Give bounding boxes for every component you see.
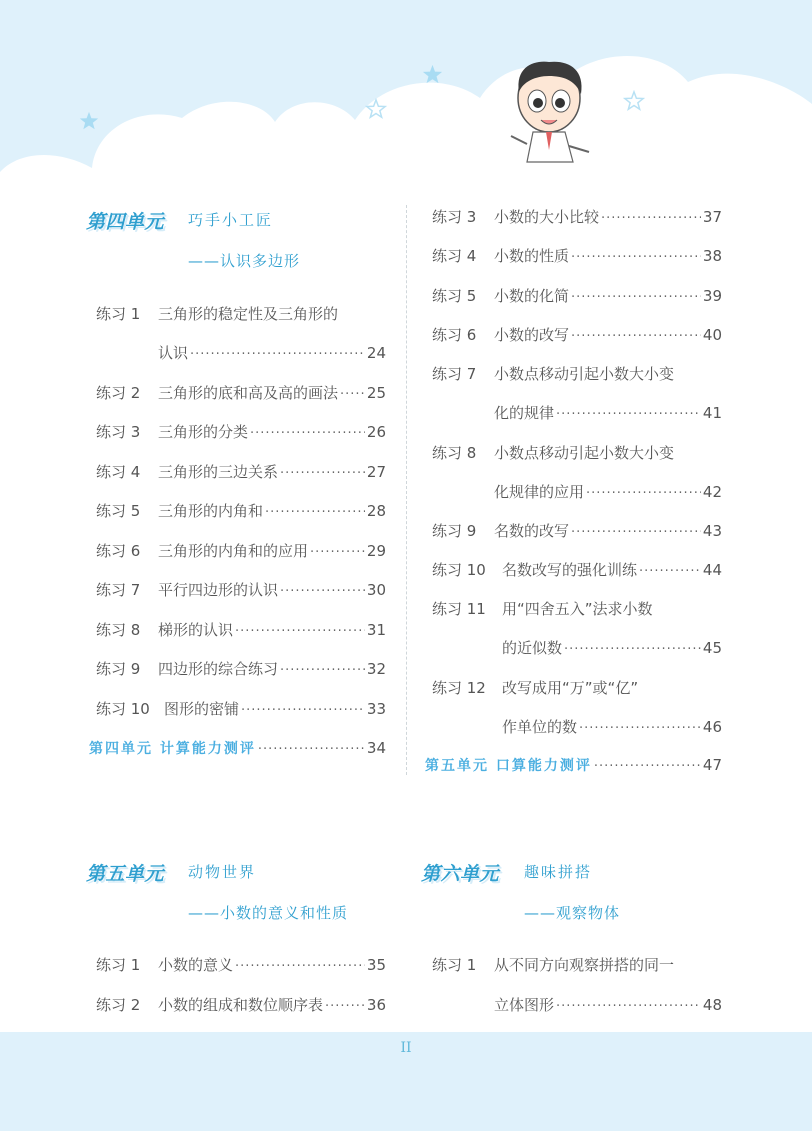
toc-entry-continuation[interactable] — [502, 716, 722, 738]
exercise-title: 立体图形 — [494, 996, 555, 1014]
unit-subtitle: ——认识多边形 — [188, 252, 301, 270]
dot-leader — [190, 347, 365, 362]
toc-entry-continuation[interactable] — [494, 402, 722, 424]
dot-leader — [556, 407, 701, 422]
unit-test-entry[interactable] — [425, 755, 722, 777]
page-ref: 43 — [702, 522, 722, 540]
exercise-label: 练习 1 — [96, 305, 141, 323]
exercise-label: 练习 10 — [432, 561, 486, 579]
toc-entry[interactable] — [432, 245, 722, 267]
dot-leader — [579, 721, 701, 736]
page-ref: 40 — [702, 326, 722, 344]
unit-topic: 趣味拼搭 — [524, 863, 593, 881]
exercise-title: 三角形的三边关系 — [158, 463, 279, 481]
dot-leader — [241, 703, 365, 718]
page-ref: 24 — [366, 344, 386, 362]
dot-leader — [571, 250, 701, 265]
exercise-title: 小数的意义 — [158, 956, 234, 974]
exercise-title: 作单位的数 — [502, 718, 578, 736]
exercise-label: 练习 3 — [432, 208, 477, 226]
column-divider — [406, 205, 407, 775]
exercise-label: 练习 8 — [432, 444, 477, 462]
exercise-title: 平行四边形的认识 — [158, 581, 279, 599]
exercise-title: 化规律的应用 — [494, 483, 585, 501]
toc-entry-continuation[interactable] — [502, 637, 722, 659]
toc-entry[interactable] — [432, 324, 722, 346]
exercise-title: 图形的密铺 — [164, 700, 240, 718]
exercise-title: 化的规律 — [494, 404, 555, 422]
page-ref: 25 — [366, 384, 386, 402]
page-ref: 35 — [366, 956, 386, 974]
dot-leader — [280, 663, 365, 678]
dot-leader — [265, 505, 365, 520]
page-ref: 37 — [702, 208, 722, 226]
dot-leader — [250, 426, 365, 441]
page-ref: 32 — [366, 660, 386, 678]
star-outline-icon — [365, 98, 387, 120]
exercise-title: 小数的大小比较 — [494, 208, 600, 226]
exercise-label: 练习 10 — [96, 700, 150, 718]
mascot-boy-illustration — [505, 58, 600, 166]
toc-entry-continuation[interactable] — [494, 994, 722, 1016]
exercise-title: 三角形的底和高及高的画法 — [158, 384, 339, 402]
exercise-label: 练习 6 — [432, 326, 477, 344]
toc-entry[interactable] — [96, 421, 386, 443]
exercise-title: 小数的组成和数位顺序表 — [158, 996, 324, 1014]
cloud-banner — [0, 0, 812, 230]
exercise-label: 练习 2 — [96, 384, 141, 402]
toc-entry[interactable] — [432, 363, 722, 385]
toc-entry[interactable] — [432, 954, 722, 976]
exercise-title: 三角形的分类 — [158, 423, 249, 441]
exercise-label: 练习 2 — [96, 996, 141, 1014]
page-ref: 38 — [702, 247, 722, 265]
dot-leader — [564, 642, 701, 657]
page-ref: 46 — [702, 718, 722, 736]
exercise-title: 四边形的综合练习 — [158, 660, 279, 678]
dot-leader — [601, 211, 701, 226]
unit-title: 第六单元 — [421, 863, 500, 885]
unit-subtitle: ——观察物体 — [524, 904, 621, 922]
dot-leader — [280, 584, 365, 599]
page-ref: 27 — [366, 463, 386, 481]
toc-entry[interactable] — [432, 677, 722, 699]
exercise-title: 小数点移动引起小数大小变 — [494, 444, 675, 462]
unit-topic: 动物世界 — [188, 863, 257, 881]
star-icon — [421, 63, 444, 86]
toc-entry[interactable] — [96, 500, 386, 522]
star-outline-icon — [623, 90, 645, 112]
exercise-label: 练习 11 — [432, 600, 486, 618]
dot-leader — [310, 545, 365, 560]
exercise-title: 梯形的认识 — [158, 621, 234, 639]
exercise-title: 认识 — [158, 344, 189, 362]
toc-entry-continuation[interactable] — [158, 342, 386, 364]
exercise-title: 从不同方向观察拼搭的同一 — [494, 956, 675, 974]
page-ref: 42 — [702, 483, 722, 501]
toc-entry[interactable] — [96, 658, 386, 680]
exercise-title: 名数的改写 — [494, 522, 570, 540]
page-ref: 30 — [366, 581, 386, 599]
exercise-label: 练习 12 — [432, 679, 486, 697]
toc-entry[interactable] — [432, 206, 722, 228]
unit-title: 第五单元 — [86, 863, 165, 885]
dot-leader — [571, 290, 701, 305]
unit-title: 第四单元 — [86, 211, 165, 233]
page-ref: 28 — [366, 502, 386, 520]
test-title: 第四单元 计算能力测评 — [89, 741, 256, 757]
toc-entry[interactable] — [432, 520, 722, 542]
dot-leader — [340, 387, 365, 402]
toc-entry[interactable] — [432, 442, 722, 464]
exercise-label: 练习 3 — [96, 423, 141, 441]
dot-leader — [235, 624, 365, 639]
page-ref: 36 — [366, 996, 386, 1014]
toc-entry[interactable] — [96, 461, 386, 483]
toc-entry[interactable] — [96, 579, 386, 601]
exercise-label: 练习 1 — [432, 956, 477, 974]
page-ref: 39 — [702, 287, 722, 305]
page-ref: 47 — [702, 756, 722, 774]
dot-leader — [586, 486, 701, 501]
dot-leader — [325, 999, 365, 1014]
dot-leader — [258, 742, 365, 757]
exercise-title: 小数的化简 — [494, 287, 570, 305]
exercise-label: 练习 7 — [96, 581, 141, 599]
page-ref: 45 — [702, 639, 722, 657]
exercise-label: 练习 9 — [432, 522, 477, 540]
dot-leader — [639, 564, 701, 579]
exercise-label: 练习 5 — [96, 502, 141, 520]
page-ref: 33 — [366, 700, 386, 718]
toc-entry[interactable] — [96, 994, 386, 1016]
exercise-label: 练习 4 — [432, 247, 477, 265]
exercise-title: 小数的性质 — [494, 247, 570, 265]
star-icon — [78, 110, 100, 132]
page-ref: 29 — [366, 542, 386, 560]
exercise-label: 练习 6 — [96, 542, 141, 560]
toc-entry-continuation[interactable] — [494, 481, 722, 503]
page-ref: 44 — [702, 561, 722, 579]
test-title: 第五单元 口算能力测评 — [425, 758, 592, 774]
exercise-title: 改写成用“万”或“亿” — [502, 679, 639, 697]
exercise-label: 练习 7 — [432, 365, 477, 383]
exercise-title: 的近似数 — [502, 639, 563, 657]
unit-test-entry[interactable] — [89, 738, 386, 760]
dot-leader — [235, 959, 365, 974]
dot-leader — [280, 466, 365, 481]
exercise-title: 三角形的内角和 — [158, 502, 264, 520]
exercise-label: 练习 5 — [432, 287, 477, 305]
dot-leader — [571, 329, 701, 344]
exercise-title: 三角形的内角和的应用 — [158, 542, 309, 560]
dot-leader — [571, 525, 701, 540]
page-ref: 34 — [366, 739, 386, 757]
exercise-title: 小数点移动引起小数大小变 — [494, 365, 675, 383]
exercise-label: 练习 9 — [96, 660, 141, 678]
toc-entry[interactable] — [432, 598, 722, 620]
exercise-title: 名数改写的强化训练 — [502, 561, 638, 579]
page-ref: 41 — [702, 404, 722, 422]
exercise-title: 小数的改写 — [494, 326, 570, 344]
toc-entry[interactable] — [96, 698, 386, 720]
toc-entry[interactable] — [432, 559, 722, 581]
toc-entry[interactable] — [96, 382, 386, 404]
exercise-label: 练习 4 — [96, 463, 141, 481]
exercise-title: 用“四舍五入”法求小数 — [502, 600, 653, 618]
toc-entry[interactable] — [96, 954, 386, 976]
exercise-label: 练习 8 — [96, 621, 141, 639]
page-ref: 26 — [366, 423, 386, 441]
toc-entry[interactable] — [96, 303, 386, 325]
unit-subtitle: ——小数的意义和性质 — [188, 904, 349, 922]
toc-entry[interactable] — [96, 619, 386, 641]
page-ref: 31 — [366, 621, 386, 639]
toc-entry[interactable] — [432, 285, 722, 307]
page-ref: 48 — [702, 996, 722, 1014]
exercise-title: 三角形的稳定性及三角形的 — [158, 305, 339, 323]
dot-leader — [556, 999, 701, 1014]
page-number: II — [400, 1040, 412, 1056]
exercise-label: 练习 1 — [96, 956, 141, 974]
unit-topic: 巧手小工匠 — [188, 211, 274, 229]
toc-entry[interactable] — [96, 540, 386, 562]
dot-leader — [594, 759, 701, 774]
